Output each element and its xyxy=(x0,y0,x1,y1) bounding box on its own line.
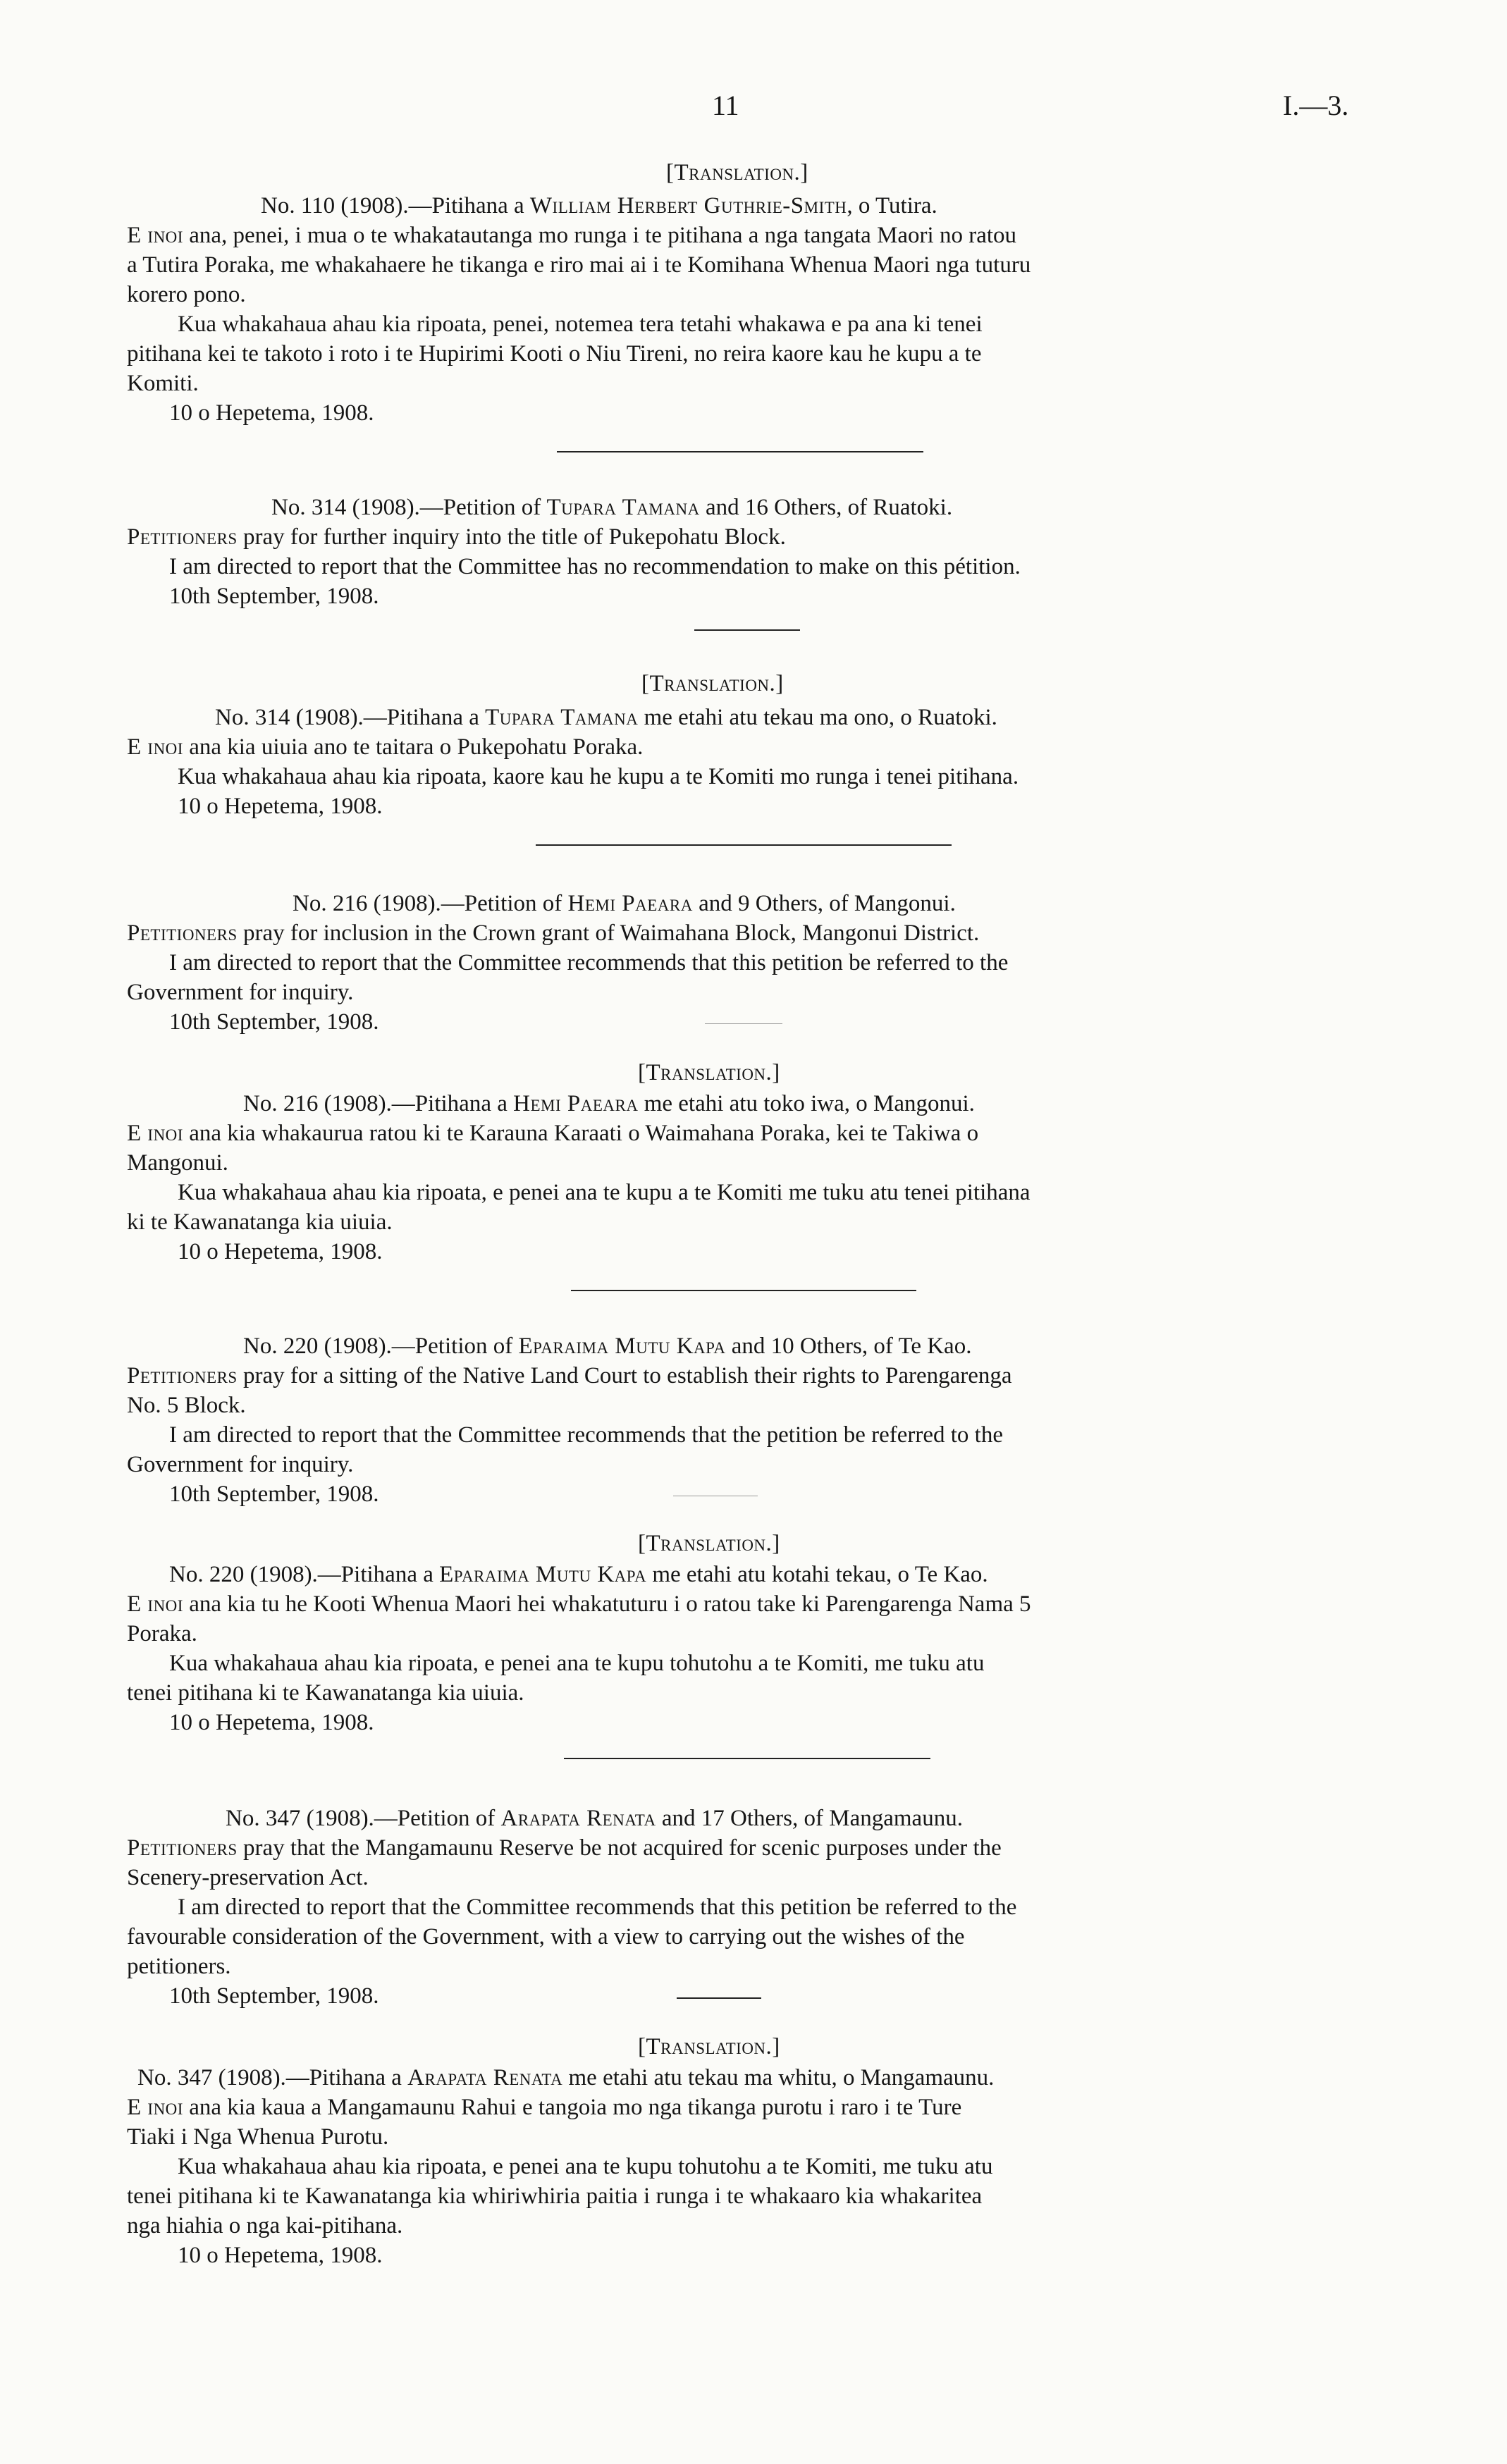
petition-heading: No. 216 (1908).—Pitihana a Hemi Paeara me etahi atu toko iwa, o Mangonui. xyxy=(243,1091,975,1116)
body-line: petitioners. xyxy=(127,1954,231,1979)
date-line: 10 o Hepetema, 1908. xyxy=(178,2243,383,2268)
section-divider xyxy=(705,1023,782,1024)
body-line: a Tutira Poraka, me whakahaere he tikanga e riro mai ai i te Komihana Whenua Maori nga tuturu xyxy=(127,252,1031,278)
body-line: Petitioners pray for inclusion in the Crown grant of Waimahana Block, Mangonui District. xyxy=(127,920,980,946)
body-line: Petitioners pray that the Mangamaunu Reserve be not acquired for scenic purposes under the xyxy=(127,1835,1002,1861)
body-line: Poraka. xyxy=(127,1621,197,1646)
body-line: E inoi ana kia tu he Kooti Whenua Maori hei whakatuturu i o ratou take ki Parengarenga Nama 5 xyxy=(127,1591,1031,1617)
petitioner-name: William Herbert Guthrie-Smith xyxy=(529,193,847,218)
petitioner-name: Tupara Tamana xyxy=(546,495,700,520)
body-line: Government for inquiry. xyxy=(127,1452,354,1477)
body-line: Komiti. xyxy=(127,371,199,396)
section-divider xyxy=(557,451,923,452)
petition-heading: No. 220 (1908).—Petition of Eparaima Mutu Kapa and 10 Others, of Te Kao. xyxy=(243,1333,972,1359)
translation-label: [Translation.] xyxy=(641,671,784,696)
petitioner-name: Tupara Tamana xyxy=(485,705,639,730)
petitioner-name: Arapata Renata xyxy=(500,1806,656,1831)
petitioner-name: Eparaima Mutu Kapa xyxy=(518,1333,726,1359)
body-line: korero pono. xyxy=(127,282,246,307)
date-line: 10 o Hepetema, 1908. xyxy=(169,400,374,426)
petitioner-name: Hemi Paeara xyxy=(567,891,693,916)
date-line: 10 o Hepetema, 1908. xyxy=(169,1710,374,1735)
body-line: Mangonui. xyxy=(127,1150,228,1176)
body-line: E inoi ana kia uiuia ano te taitara o Pukepohatu Poraka. xyxy=(127,734,644,760)
body-line: Kua whakahaua ahau kia ripoata, e penei ana te kupu tohutohu a te Komiti, me tuku atu xyxy=(169,1651,985,1676)
body-line: ki te Kawanatanga kia uiuia. xyxy=(127,1209,393,1235)
petition-heading: No. 110 (1908).—Pitihana a William Herbert Guthrie-Smith, o Tutira. xyxy=(261,193,937,218)
body-line: tenei pitihana ki te Kawanatanga kia whiriwhiria paitia i runga i te whakaaro kia whakaritea xyxy=(127,2183,983,2209)
body-line: Kua whakahaua ahau kia ripoata, e penei ana te kupu a te Komiti me tuku atu tenei pitihana xyxy=(178,1180,1031,1205)
petition-heading: No. 220 (1908).—Pitihana a Eparaima Mutu Kapa me etahi atu kotahi tekau, o Te Kao. xyxy=(169,1562,988,1587)
body-line: Kua whakahaua ahau kia ripoata, penei, notemea tera tetahi whakawa e pa ana ki tenei xyxy=(178,312,983,337)
section-divider xyxy=(564,1758,930,1759)
translation-label: [Translation.] xyxy=(666,160,808,185)
date-line: 10th September, 1908. xyxy=(169,584,379,609)
date-line: 10 o Hepetema, 1908. xyxy=(178,794,383,819)
date-line: 10th September, 1908. xyxy=(169,1482,379,1507)
petition-heading: No. 347 (1908).—Pitihana a Arapata Renata me etahi atu tekau ma whitu, o Mangamaunu. xyxy=(137,2065,995,2090)
date-line: 10th September, 1908. xyxy=(169,1009,379,1035)
petitioner-name: Eparaima Mutu Kapa xyxy=(439,1562,647,1587)
petition-heading: No. 347 (1908).—Petition of Arapata Renata and 17 Others, of Mangamaunu. xyxy=(226,1806,963,1831)
body-line: No. 5 Block. xyxy=(127,1393,246,1418)
translation-label: [Translation.] xyxy=(638,2034,780,2059)
section-divider xyxy=(677,1997,761,1999)
section-divider xyxy=(571,1290,916,1291)
section-divider xyxy=(694,629,800,631)
body-line: favourable consideration of the Government, with a view to carrying out the wishes of the xyxy=(127,1924,965,1949)
body-line: I am directed to report that the Committee has no recommendation to make on this pétition. xyxy=(169,554,1021,579)
translation-label: [Translation.] xyxy=(638,1060,780,1085)
body-line: E inoi ana kia whakaurua ratou ki te Karauna Karaati o Waimahana Poraka, kei te Takiwa o xyxy=(127,1121,979,1146)
series-number: I.—3. xyxy=(1283,90,1349,121)
body-line: Kua whakahaua ahau kia ripoata, e penei ana te kupu tohutohu a te Komiti, me tuku atu xyxy=(178,2154,993,2179)
petitioner-name: Hemi Paeara xyxy=(513,1091,639,1116)
page-number: 11 xyxy=(712,90,739,121)
body-line: Petitioners pray for a sitting of the Native Land Court to establish their rights to Parengarenga xyxy=(127,1363,1012,1388)
body-line: I am directed to report that the Committee recommends that the petition be referred to the xyxy=(169,1422,1003,1448)
body-line: Kua whakahaua ahau kia ripoata, kaore kau he kupu a te Komiti mo runga i tenei pitihana. xyxy=(178,764,1019,789)
section-divider xyxy=(536,844,952,846)
body-line: nga hiahia o nga kai-pitihana. xyxy=(127,2213,403,2238)
body-line: Government for inquiry. xyxy=(127,980,354,1005)
body-line: Petitioners pray for further inquiry into the title of Pukepohatu Block. xyxy=(127,524,786,550)
petition-heading: No. 314 (1908).—Petition of Tupara Tamana and 16 Others, of Ruatoki. xyxy=(271,495,953,520)
petition-heading: No. 314 (1908).—Pitihana a Tupara Tamana me etahi atu tekau ma ono, o Ruatoki. xyxy=(215,705,997,730)
body-line: E inoi ana, penei, i mua o te whakatautanga mo runga i te pitihana a nga tangata Maori no ratou xyxy=(127,223,1017,248)
petitioner-name: Arapata Renata xyxy=(407,2065,563,2090)
body-line: E inoi ana kia kaua a Mangamaunu Rahui e tangoia mo nga tikanga purotu i raro i te Ture xyxy=(127,2095,962,2120)
body-line: pitihana kei te takoto i roto i te Hupirimi Kooti o Niu Tireni, no reira kaore kau he kupu a te xyxy=(127,341,982,366)
body-line: tenei pitihana ki te Kawanatanga kia uiuia. xyxy=(127,1680,524,1706)
date-line: 10th September, 1908. xyxy=(169,1983,379,2009)
date-line: 10 o Hepetema, 1908. xyxy=(178,1239,383,1264)
translation-label: [Translation.] xyxy=(638,1531,780,1556)
body-line: I am directed to report that the Committee recommends that this petition be referred to the xyxy=(169,950,1009,975)
body-line: Scenery-preservation Act. xyxy=(127,1865,369,1890)
body-line: I am directed to report that the Committee recommends that this petition be referred to the xyxy=(178,1895,1017,1920)
body-line: Tiaki i Nga Whenua Purotu. xyxy=(127,2124,389,2150)
petition-heading: No. 216 (1908).—Petition of Hemi Paeara and 9 Others, of Mangonui. xyxy=(293,891,956,916)
